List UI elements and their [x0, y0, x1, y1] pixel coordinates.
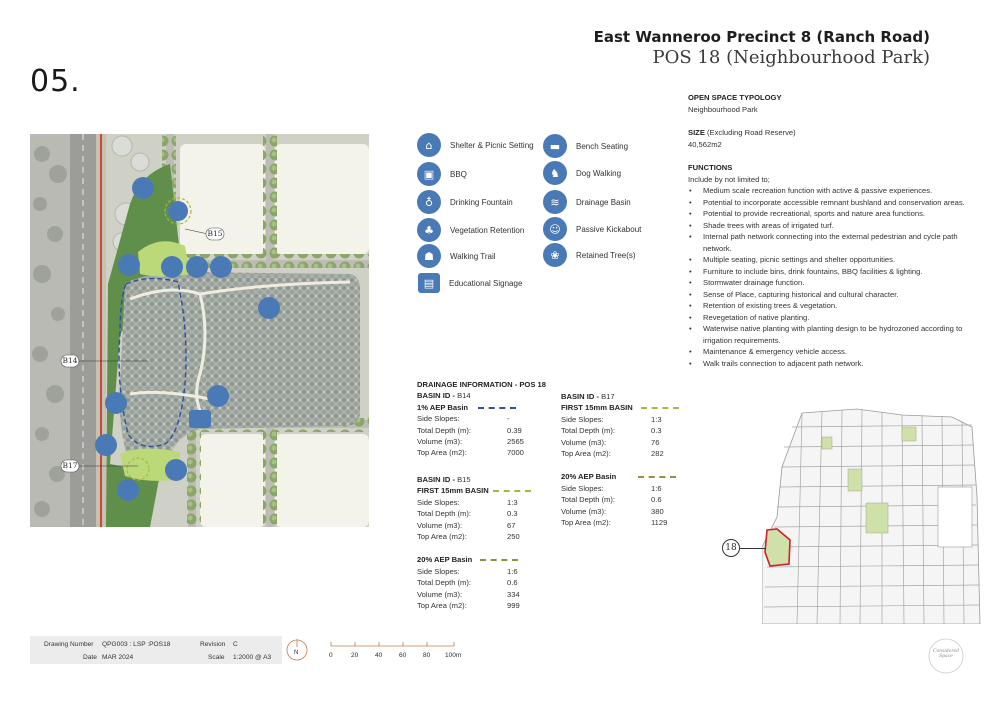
basin-1pct-line — [478, 407, 516, 409]
side-slopes-value: 1:6 — [651, 483, 662, 493]
volume-value: 380 — [651, 506, 664, 516]
basin-event: FIRST 15mm BASIN — [417, 486, 489, 496]
basin-event: 20% AEP Basin — [417, 555, 473, 565]
function-item: • Revegetation of native planting. — [688, 312, 970, 324]
side-slopes-value: 1:3 — [651, 414, 662, 424]
legend-label: Drinking Fountain — [450, 197, 513, 207]
locality-label: 18 — [722, 539, 740, 557]
top-area-value: 1129 — [651, 518, 668, 528]
row-label: Top Area (m2): — [417, 532, 467, 542]
function-item: • Sense of Place, capturing historical and cultural character. — [688, 289, 970, 301]
bbq-icon: ▣ — [417, 162, 441, 186]
row-label: Side Slopes: — [417, 566, 460, 576]
side-slopes-value: 1:6 — [507, 566, 518, 576]
row-label: Total Depth (m): — [417, 509, 472, 519]
top-area-value: 250 — [507, 532, 520, 542]
drawing-number: QPG003 : LSP :POS18 — [102, 641, 171, 648]
legend — [417, 133, 687, 298]
row-label: Top Area (m2): — [561, 518, 611, 528]
open-space-info — [688, 92, 970, 369]
basin-label-b15: B15 — [207, 229, 223, 238]
educational-signage-icon: ▤ — [418, 273, 440, 293]
drawing-info-block — [30, 636, 282, 664]
typology-heading: OPEN SPACE TYPOLOGY — [688, 93, 782, 102]
logo-text: Considered Space — [933, 649, 960, 659]
basin-id-label: BASIN ID - — [417, 475, 455, 484]
row-label: Total Depth (m): — [417, 578, 472, 588]
drainage-heading: DRAINAGE INFORMATION - POS 18 — [417, 380, 546, 389]
basin-label-b14: B14 — [62, 356, 78, 365]
revision-label: Revision — [200, 641, 226, 648]
considered-space-logo — [921, 636, 971, 676]
basin-id-label: BASIN ID - — [417, 391, 455, 401]
scale-tick: 40 — [375, 652, 383, 659]
revision: C — [233, 641, 238, 648]
top-area-value: 7000 — [507, 448, 524, 458]
row-label: Side Slopes: — [561, 414, 604, 424]
locality-leader-line — [740, 548, 766, 549]
function-item: • Maintenance & emergency vehicle access. — [688, 346, 970, 358]
retained-tree-icon: ❀ — [543, 243, 567, 267]
legend-label: Bench Seating — [576, 141, 629, 151]
passive-kickabout-icon: ☺ — [543, 217, 567, 241]
total-depth-value: 0.6 — [651, 495, 662, 505]
drinking-fountain-icon: ♁ — [417, 190, 441, 214]
drainage-b15 — [417, 474, 557, 611]
basin-20pct-line — [480, 559, 518, 561]
row-label: Total Depth (m): — [561, 495, 616, 505]
legend-dog-walking — [543, 161, 621, 185]
side-slopes-value: 1:3 — [507, 497, 518, 507]
legend-educational-signage — [418, 273, 522, 293]
side-slopes-value: - — [507, 414, 510, 424]
row-label: Volume (m3): — [417, 437, 463, 447]
function-item: • Shade trees with areas of irrigated turf. — [688, 220, 970, 232]
legend-label: Dog Walking — [576, 168, 622, 178]
size-value: 40,562m2 — [688, 139, 722, 149]
legend-label: Shelter & Picnic Setting — [450, 140, 534, 150]
volume-value: 334 — [507, 589, 520, 599]
date: MAR 2024 — [102, 654, 134, 661]
scale-tick: 20 — [351, 652, 359, 659]
legend-walking-trail — [417, 244, 496, 268]
legend-label: Vegetation Retention — [450, 225, 525, 235]
row-label: Total Depth (m): — [417, 425, 472, 435]
row-label: Volume (m3): — [561, 437, 607, 447]
function-item: • Stormwater drainage function. — [688, 277, 970, 289]
top-area-value: 999 — [507, 601, 520, 611]
row-label: Volume (m3): — [417, 520, 463, 530]
row-label: Top Area (m2): — [561, 449, 611, 459]
top-area-value: 282 — [651, 449, 664, 459]
legend-drinking-fountain — [417, 190, 513, 214]
north-arrow-icon — [286, 637, 308, 663]
scale-tick: 0 — [329, 652, 333, 659]
legend-vegetation-retention — [417, 218, 524, 242]
basin-event: 20% AEP Basin — [561, 472, 617, 482]
drainage-b17 — [561, 391, 691, 528]
row-label: Total Depth (m): — [561, 426, 616, 436]
row-label: Side Slopes: — [417, 497, 460, 507]
legend-label: Passive Kickabout — [576, 224, 642, 234]
basin-label-b17: B17 — [62, 461, 78, 470]
row-label: Side Slopes: — [417, 414, 460, 424]
legend-retained-trees — [543, 243, 636, 267]
bench-icon: ▬ — [543, 134, 567, 158]
basin-event: FIRST 15mm BASIN — [561, 403, 633, 413]
functions-list — [688, 185, 970, 369]
locality-map — [725, 407, 982, 624]
walking-trail-icon: ☗ — [417, 244, 441, 268]
total-depth-value: 0.6 — [507, 578, 518, 588]
typology-value: Neighbourhood Park — [688, 104, 758, 114]
row-label: Volume (m3): — [561, 506, 607, 516]
legend-label: Educational Signage — [449, 278, 523, 288]
legend-passive-kickabout — [543, 217, 641, 241]
scale-tick: 60 — [399, 652, 407, 659]
function-item: • Potential to provide recreational, sports and nature area functions. — [688, 208, 970, 220]
function-item: • Waterwise native planting with planting design to be hydrozoned according to irrigation requirements. — [688, 323, 970, 346]
size-note: (Excluding Road Reserve) — [707, 128, 796, 137]
basin-first15-line — [493, 490, 531, 492]
volume-value: 2565 — [507, 437, 524, 447]
landscape-plan — [30, 134, 369, 527]
scale: 1:2000 @ A3 — [233, 654, 272, 661]
legend-bench — [543, 134, 628, 158]
basin-id: B14 — [457, 391, 471, 401]
function-item: • Retention of existing trees & vegetation. — [688, 300, 970, 312]
basin-first15-line — [641, 407, 679, 409]
drainage-b14 — [417, 379, 557, 459]
legend-label: Drainage Basin — [576, 197, 631, 207]
vegetation-retention-icon: ♣ — [417, 218, 441, 242]
scale-tick: 100m — [445, 652, 462, 659]
size-heading: SIZE — [688, 128, 705, 137]
date-label: Date — [83, 654, 97, 661]
total-depth-value: 0.3 — [651, 426, 662, 436]
volume-value: 67 — [507, 520, 516, 530]
functions-heading: FUNCTIONS — [688, 163, 733, 172]
basin-20pct-line — [638, 476, 676, 478]
dog-walking-icon: ♞ — [543, 161, 567, 185]
function-item: • Furniture to include bins, drink fountains, BBQ facilities & lighting. — [688, 266, 970, 278]
legend-label: BBQ — [450, 169, 467, 179]
pos-title: POS 18 (Neighbourhood Park) — [652, 47, 930, 68]
basin-event: 1% AEP Basin — [417, 402, 469, 412]
drainage-basin-icon: ≋ — [543, 190, 567, 214]
total-depth-value: 0.39 — [507, 425, 522, 435]
function-item: • Potential to incorporate accessible remnant bushland and conservation areas. — [688, 197, 970, 209]
row-label: Side Slopes: — [561, 483, 604, 493]
north-label: N — [294, 650, 299, 656]
legend-label: Walking Trail — [450, 251, 496, 261]
shelter-picnic-icon: ⌂ — [417, 133, 441, 157]
project-title: East Wanneroo Precinct 8 (Ranch Road) — [593, 28, 930, 46]
scale-bar — [328, 638, 468, 664]
function-item: • Walk trails connection to adjacent path network. — [688, 358, 970, 370]
title-block — [594, 28, 930, 68]
row-label: Top Area (m2): — [417, 601, 467, 611]
drawing-number-label: Drawing Number — [44, 641, 94, 648]
functions-intro: Include by not limited to; — [688, 174, 770, 184]
scale-label: Scale — [208, 654, 225, 661]
volume-value: 76 — [651, 437, 660, 447]
legend-shelter-picnic — [417, 133, 534, 157]
total-depth-value: 0.3 — [507, 509, 518, 519]
function-item: • Multiple seating, picnic settings and shelter opportunities. — [688, 254, 970, 266]
function-item: • Medium scale recreation function with active & passive experiences. — [688, 185, 970, 197]
function-item: • Internal path network connecting into the external pedestrian and cycle path network. — [688, 231, 970, 254]
legend-label: Retained Tree(s) — [576, 250, 636, 260]
legend-bbq — [417, 162, 467, 186]
row-label: Volume (m3): — [417, 589, 463, 599]
page-number: 05. — [30, 64, 81, 99]
legend-drainage-basin — [543, 190, 631, 214]
basin-id: B15 — [457, 475, 471, 484]
scale-tick: 80 — [423, 652, 431, 659]
row-label: Top Area (m2): — [417, 448, 467, 458]
basin-id: B17 — [601, 392, 615, 401]
basin-id-label: BASIN ID - — [561, 392, 599, 401]
